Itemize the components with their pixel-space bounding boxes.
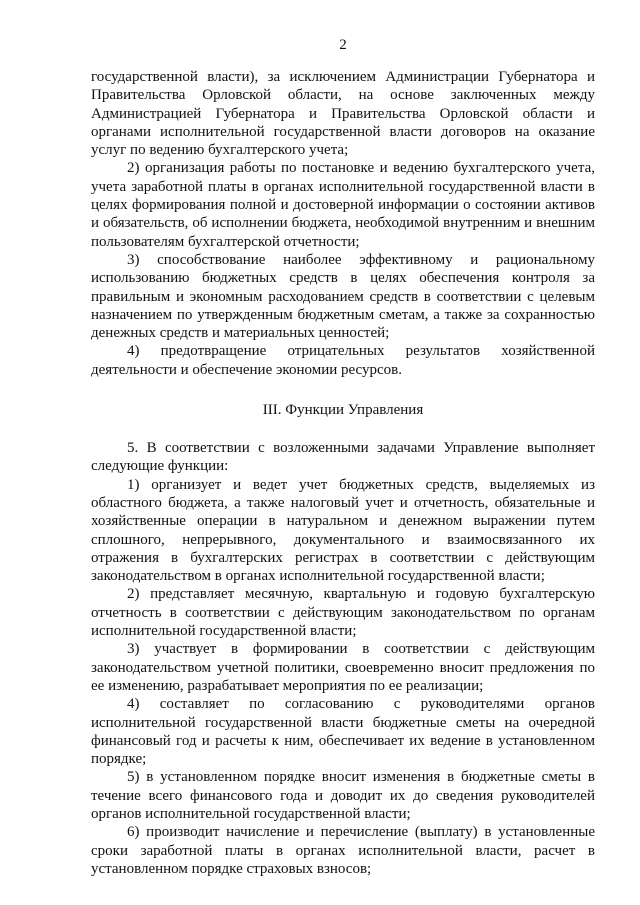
document-page [91,36,595,878]
page-number: 2 [339,37,347,53]
paragraph: государственной власти), за исключением Администрации Губернатора и Правительства Орловской области, на основе заключенных между Администрацией Губернатора и Правительства Орловской области и органами исполнительной государственной власти договоров на оказание услуг по ведению бухгалтерского учета; [91,69,595,159]
paragraph: 5) в установленном порядке вносит изменения в бюджетные сметы в течение всего финансового года и доводит их до сведения руководителей органов исполнительной государственной власти; [91,769,595,822]
paragraphs-after-heading [91,439,595,878]
paragraphs-before-heading [91,68,595,379]
paragraph: 1) организует и ведет учет бюджетных средств, выделяемых из областного бюджета, а также налоговый учет и отчетность, обязательные и хозяйственные операции в натуральном и денежном выражении путем сплошного, непрерывного, документального и взаимосвязанного их отражения в бухгалтерских регистрах в соответствии с действующим законодательством в органах исполнительной государственной власти; [91,476,595,585]
section-heading: III. Функции Управления [262,402,424,419]
paragraph: 3) способствование наиболее эффективному и рациональному использованию бюджетных средств в целях обеспечения контроля за правильным и экономным расходованием средств в соответствии с целевым назначением по утвержденным бюджетным сметам, а также за сохранностью денежных средств и материальных ценностей; [91,251,595,342]
paragraph: 2) организация работы по постановке и ведению бухгалтерского учета, учета заработной платы в органах исполнительной государственной власти в целях формирования полной и достоверной информации о состоянии активов и обязательств, об исполнении бюджета, необходимой внутренним и внешним пользователям бухгалтерской отчетности; [91,160,595,250]
paragraph: 5. В соответствии с возложенными задачами Управление выполняет следующие функции: [91,440,595,475]
paragraph: 4) предотвращение отрицательных результатов хозяйственной деятельности и обеспечение экономии ресурсов. [91,343,595,378]
paragraph: 4) составляет по согласованию с руководителями органов исполнительной государственной власти бюджетные сметы на очередной финансовый год и расчеты к ним, обеспечивает их ведение в установленном порядке; [91,696,595,768]
paragraph: 2) представляет месячную, квартальную и годовую бухгалтерскую отчетность в соответствии с действующим законодательством по органам исполнительной государственной власти; [91,586,595,640]
paragraph: 3) участвует в формировании в соответствии с действующим законодательством учетной политики, своевременно вносит предложения по ее изменению, разрабатывает мероприятия по ее реализации; [91,641,595,694]
paragraph: 6) производит начисление и перечисление (выплату) в установленные сроки заработной платы в органах исполнительной власти, расчет в установленном порядке страховых взносов; [91,824,595,877]
